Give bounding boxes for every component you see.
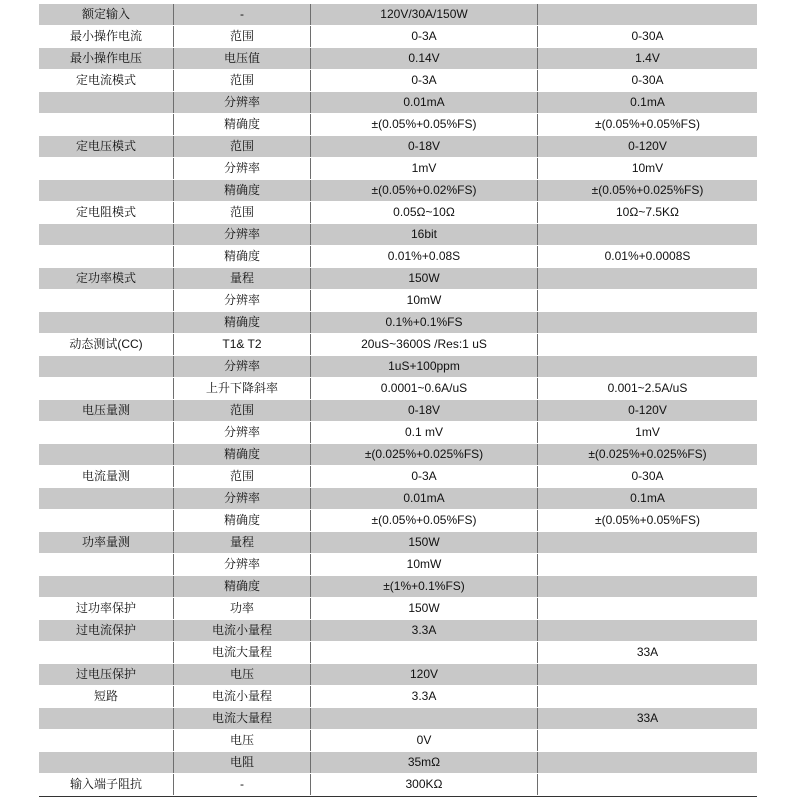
high-range-cell: 10mV [631, 161, 664, 175]
item-cell: - [174, 4, 311, 26]
item-cell: 精确度 [174, 180, 311, 202]
item-cell: 分辨率 [174, 488, 311, 510]
low-range-cell: 3.3A [311, 686, 538, 708]
param-name-cell [39, 510, 174, 532]
table-row [39, 620, 757, 642]
high-range-cell [538, 312, 757, 334]
table-row [39, 466, 757, 488]
table-row [39, 554, 757, 576]
high-range-cell [538, 686, 757, 708]
param-name-cell: 输入端子阻抗 [39, 774, 174, 796]
table-row [39, 334, 757, 356]
item-cell: 范围 [174, 26, 311, 48]
param-name-cell [39, 752, 174, 774]
high-range-cell: 0.01%+0.0008S [604, 249, 691, 263]
high-range-cell: 0-30A [631, 29, 664, 43]
table-row [39, 664, 757, 686]
item-cell: 电压 [174, 730, 311, 752]
item-cell: 精确度 [174, 444, 311, 466]
table-row [39, 202, 757, 224]
table-row [39, 70, 757, 92]
item-cell: 精确度 [174, 114, 311, 136]
table-row [39, 752, 757, 774]
param-name-cell [39, 576, 174, 598]
high-range-cell: 0.001~2.5A/uS [607, 381, 688, 395]
table-row [39, 136, 757, 158]
item-cell: 范围 [174, 202, 311, 224]
high-range-cell: ±(0.05%+0.025%FS) [591, 183, 704, 197]
param-name-cell [39, 114, 174, 136]
high-range-cell [538, 620, 757, 642]
table-row [39, 642, 757, 664]
item-cell: 范围 [174, 400, 311, 422]
high-range-cell: 0.1mA [630, 95, 665, 109]
table-row [39, 576, 757, 598]
item-cell: 电流小量程 [174, 686, 311, 708]
table-row [39, 246, 757, 268]
param-name-cell [39, 730, 174, 752]
item-cell: 分辨率 [174, 224, 311, 246]
low-range-cell: ±(0.05%+0.05%FS) [311, 114, 538, 136]
param-name-cell [39, 488, 174, 510]
table-row [39, 598, 757, 620]
high-range-cell: ±(0.05%+0.05%FS) [595, 513, 700, 527]
item-cell: 范围 [174, 136, 311, 158]
item-cell: 精确度 [174, 576, 311, 598]
table-row [39, 356, 757, 378]
item-cell: 电流大量程 [174, 642, 311, 664]
param-name-cell [39, 290, 174, 312]
param-name-cell: 短路 [39, 686, 174, 708]
high-range-cell: 33A [636, 711, 659, 725]
param-name-cell: 过电流保护 [39, 620, 174, 642]
high-range-cell [538, 664, 757, 686]
low-range-cell: 0.01mA [311, 488, 538, 510]
high-range-cell [538, 554, 757, 576]
high-range-cell: 0-120V [628, 403, 667, 417]
high-range-cell [538, 598, 757, 620]
low-range-cell: 150W [311, 532, 538, 554]
low-range-cell: 0-18V [311, 136, 538, 158]
param-name-cell: 动态测试(CC) [39, 334, 174, 356]
param-name-cell [39, 708, 174, 730]
high-range-cell: 1.4V [635, 51, 660, 65]
item-cell: 量程 [174, 268, 311, 290]
param-name-cell [39, 158, 174, 180]
high-range-cell [538, 224, 757, 246]
table-row [39, 158, 757, 180]
item-cell: 量程 [174, 532, 311, 554]
low-range-cell [311, 642, 538, 664]
high-range-cell [538, 730, 757, 752]
param-name-cell [39, 444, 174, 466]
param-name-cell [39, 356, 174, 378]
item-cell: 电流大量程 [174, 708, 311, 730]
low-range-cell: 120V [311, 664, 538, 686]
low-range-cell: 0-3A [311, 70, 538, 92]
high-range-cell: 10Ω~7.5KΩ [616, 205, 679, 219]
param-name-cell: 额定输入 [39, 4, 174, 26]
low-range-cell: 0.14V [311, 48, 538, 70]
low-range-cell: 0.0001~0.6A/uS [311, 378, 538, 400]
low-range-cell: 0V [311, 730, 538, 752]
high-range-cell [538, 4, 757, 26]
table-row [39, 92, 757, 114]
table-row [39, 532, 757, 554]
table-row [39, 400, 757, 422]
table-bottom-border [39, 796, 757, 797]
item-cell: 分辨率 [174, 290, 311, 312]
item-cell: 分辨率 [174, 92, 311, 114]
low-range-cell: 1uS+100ppm [311, 356, 538, 378]
low-range-cell: 35mΩ [311, 752, 538, 774]
param-name-cell: 功率量测 [39, 532, 174, 554]
low-range-cell: ±(0.025%+0.025%FS) [311, 444, 538, 466]
param-name-cell: 过电压保护 [39, 664, 174, 686]
table-row [39, 180, 757, 202]
high-range-cell [538, 356, 757, 378]
low-range-cell: 3.3A [311, 620, 538, 642]
high-range-cell: 0-30A [631, 469, 664, 483]
table-row [39, 730, 757, 752]
high-range-cell [538, 268, 757, 290]
item-cell: 上升下降斜率 [174, 378, 311, 400]
table-row [39, 312, 757, 334]
table-row [39, 114, 757, 136]
param-name-cell: 过功率保护 [39, 598, 174, 620]
low-range-cell: 10mW [311, 554, 538, 576]
high-range-cell: 33A [636, 645, 659, 659]
high-range-cell: 1mV [635, 425, 660, 439]
low-range-cell: 0-3A [311, 26, 538, 48]
param-name-cell [39, 92, 174, 114]
low-range-cell: 0.1%+0.1%FS [311, 312, 538, 334]
table-row [39, 290, 757, 312]
param-name-cell [39, 246, 174, 268]
param-name-cell [39, 642, 174, 664]
item-cell: 范围 [174, 466, 311, 488]
low-range-cell: 120V/30A/150W [311, 4, 538, 26]
item-cell: 分辨率 [174, 422, 311, 444]
low-range-cell: 20uS~3600S /Res:1 uS [311, 334, 538, 356]
param-name-cell: 最小操作电流 [39, 26, 174, 48]
low-range-cell: 10mW [311, 290, 538, 312]
low-range-cell [311, 708, 538, 730]
table-row [39, 422, 757, 444]
item-cell: 分辨率 [174, 356, 311, 378]
item-cell: 电压值 [174, 48, 311, 70]
param-name-cell: 定电阻模式 [39, 202, 174, 224]
high-range-cell: 0.1mA [630, 491, 665, 505]
high-range-cell [538, 334, 757, 356]
spec-table [39, 4, 757, 796]
item-cell: - [174, 774, 311, 796]
item-cell: 精确度 [174, 246, 311, 268]
high-range-cell [538, 752, 757, 774]
low-range-cell: 16bit [311, 224, 538, 246]
high-range-cell [538, 532, 757, 554]
high-range-cell: 0-30A [631, 73, 664, 87]
high-range-cell [538, 576, 757, 598]
low-range-cell: ±(1%+0.1%FS) [311, 576, 538, 598]
item-cell: 范围 [174, 70, 311, 92]
table-row [39, 48, 757, 70]
low-range-cell: ±(0.05%+0.02%FS) [311, 180, 538, 202]
table-row [39, 268, 757, 290]
table-row [39, 510, 757, 532]
table-row [39, 224, 757, 246]
table-row [39, 686, 757, 708]
param-name-cell [39, 180, 174, 202]
item-cell: T1& T2 [174, 334, 311, 356]
item-cell: 分辨率 [174, 554, 311, 576]
low-range-cell: 0.1 mV [311, 422, 538, 444]
param-name-cell [39, 422, 174, 444]
item-cell: 电流小量程 [174, 620, 311, 642]
table-row [39, 378, 757, 400]
table-row [39, 708, 757, 730]
item-cell: 电压 [174, 664, 311, 686]
low-range-cell: 0-3A [311, 466, 538, 488]
param-name-cell [39, 312, 174, 334]
item-cell: 分辨率 [174, 158, 311, 180]
low-range-cell: 0.05Ω~10Ω [311, 202, 538, 224]
param-name-cell: 电压量测 [39, 400, 174, 422]
high-range-cell [538, 774, 757, 796]
param-name-cell [39, 554, 174, 576]
table-row [39, 774, 757, 796]
param-name-cell: 定电压模式 [39, 136, 174, 158]
param-name-cell: 电流量测 [39, 466, 174, 488]
low-range-cell: 150W [311, 268, 538, 290]
high-range-cell: ±(0.05%+0.05%FS) [595, 117, 700, 131]
low-range-cell: 0.01%+0.08S [311, 246, 538, 268]
low-range-cell: 300KΩ [311, 774, 538, 796]
table-row [39, 444, 757, 466]
table-row [39, 488, 757, 510]
param-name-cell [39, 378, 174, 400]
table-row [39, 4, 757, 26]
low-range-cell: 150W [311, 598, 538, 620]
table-row [39, 26, 757, 48]
param-name-cell [39, 224, 174, 246]
param-name-cell: 定功率模式 [39, 268, 174, 290]
low-range-cell: 0.01mA [311, 92, 538, 114]
item-cell: 精确度 [174, 510, 311, 532]
high-range-cell [538, 290, 757, 312]
param-name-cell: 定电流模式 [39, 70, 174, 92]
item-cell: 精确度 [174, 312, 311, 334]
param-name-cell: 最小操作电压 [39, 48, 174, 70]
high-range-cell: 0-120V [628, 139, 667, 153]
item-cell: 电阻 [174, 752, 311, 774]
low-range-cell: 1mV [311, 158, 538, 180]
item-cell: 功率 [174, 598, 311, 620]
low-range-cell: ±(0.05%+0.05%FS) [311, 510, 538, 532]
high-range-cell: ±(0.025%+0.025%FS) [588, 447, 707, 461]
low-range-cell: 0-18V [311, 400, 538, 422]
